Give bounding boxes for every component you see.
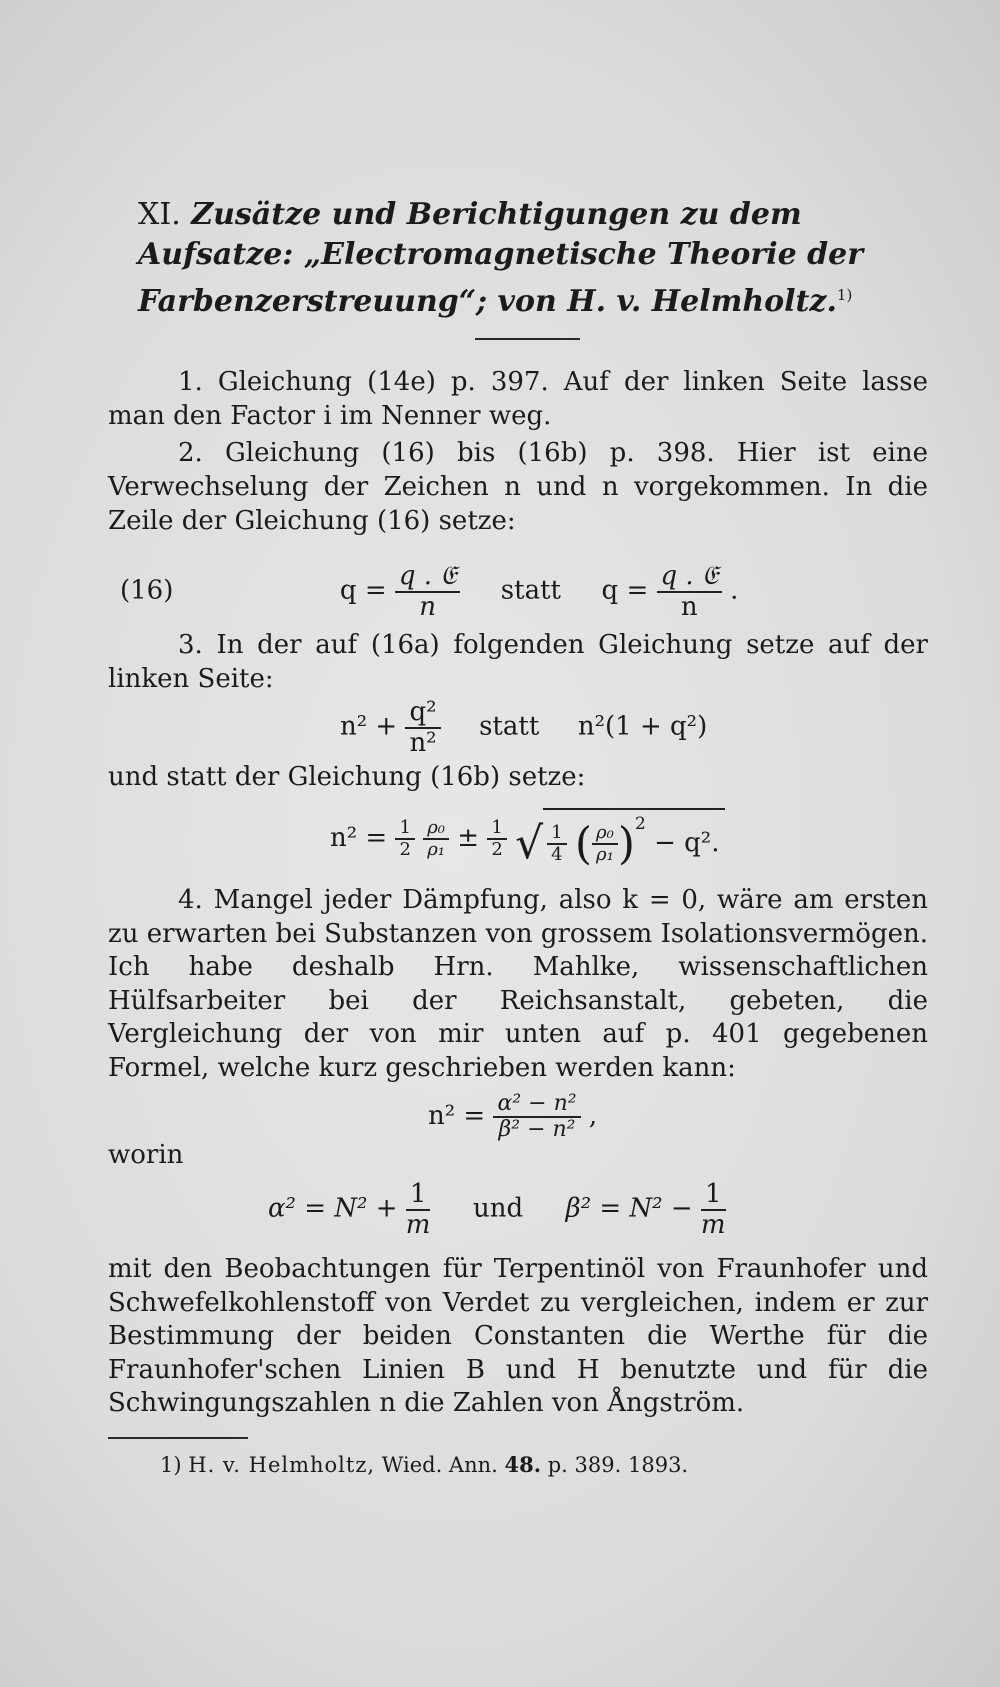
eq16b-rho-fraction [423, 818, 449, 860]
footnote [160, 1450, 688, 1480]
eq4-denominator: β² − n² [498, 1117, 576, 1143]
footnote-volume: 48. [504, 1452, 542, 1477]
eq16b-half1-num: 1 [395, 818, 414, 840]
paragraph-1: 1. Gleichung (14e) p. 397. Auf der linken Seite lasse man den Factor i im Nenner weg. [108, 367, 928, 431]
eq16b-plusminus: ± [457, 822, 480, 853]
article-title [138, 195, 928, 322]
equation-label: (16) [120, 575, 174, 606]
item-4b [108, 1253, 928, 1421]
eq16-denominator: n [419, 591, 436, 622]
equation-3 [340, 698, 707, 757]
eq16b-half1-den: 2 [399, 838, 411, 860]
equation-5 [268, 1180, 726, 1239]
paragraph-4: 4. Mangel jeder Dämpfung, also k = 0, wäre am ersten zu erwarten bei Substanzen von grossem Isolationsvermögen. Ich habe deshalb Hrn. Mahlke, wissenschaftlichen Hülfsarbeiter bei der Reichsanstalt, gebeten, die Vergleichung der von mir unten auf p. 401 gegebenen Formel, welche kurz geschrieben werden kann: [108, 885, 929, 1083]
equation-4 [428, 1092, 597, 1142]
eq16-lhs: q = [339, 575, 387, 606]
eq5-b-num: 1 [701, 1180, 726, 1211]
eq16-period: . [730, 575, 739, 606]
eq16b-radicand [543, 808, 725, 870]
eq3-fraction [405, 698, 440, 757]
item-4 [108, 884, 928, 1085]
eq16b-sqrt [515, 808, 725, 870]
right-paren-icon: ) [617, 818, 635, 870]
eq16b-half-2 [487, 818, 506, 860]
eq16-numerator: q . 𝔈 [395, 562, 460, 593]
item-3 [108, 628, 928, 696]
eq4-comma: , [588, 1101, 598, 1132]
eq4-fraction [493, 1092, 580, 1142]
eq5-b-den: m [700, 1209, 726, 1240]
eq4-numerator: α² − n² [493, 1092, 580, 1118]
eq16b-rho2-den: ρ₁ [596, 844, 614, 865]
eq16b-half2-num: 1 [487, 818, 506, 840]
title-rule [475, 338, 580, 340]
eq16b-rho2-num: ρ₀ [592, 823, 618, 845]
left-paren-icon: ( [574, 818, 592, 870]
footnote-rule [108, 1437, 248, 1439]
eq16b-quarter [547, 823, 566, 865]
eq5-a-fraction [406, 1180, 431, 1239]
eq16b-half-1 [395, 818, 414, 860]
eq3-statt: statt [479, 711, 540, 742]
eq5-alpha: α² = N² + [268, 1193, 398, 1224]
item-1 [108, 365, 928, 433]
eq16b-quarter-den: 4 [551, 844, 563, 865]
eq4-lhs: n² = [428, 1101, 486, 1132]
eq3-rhs: n²(1 + q²) [577, 711, 708, 742]
eq5-und: und [472, 1193, 524, 1224]
eq5-b-fraction [701, 1180, 726, 1239]
paragraph-4b: mit den Beobachtungen für Terpentinöl von Fraunhofer und Schwefelkohlenstoff von Verdet zu vergleichen, indem er zur Bestimmung der beiden Constanten die Werthe für die Fraunhofer'schen Linien B und H benutzte und für die Schwingungszahlen n die Zahlen von Ångström. [108, 1254, 928, 1418]
eq16-statt: statt [500, 575, 561, 606]
eq16-rhs-numerator: q . 𝔈 [657, 562, 722, 593]
title-text: Zusätze und Berichtigungen zu dem Aufsatze: „Electromagnetische Theorie der Farbenzerstreuung“; von H. v. Helmholtz. [138, 197, 864, 319]
eq16-rhs-fraction [657, 562, 722, 621]
eq5-beta: β² = N² − [565, 1193, 693, 1224]
eq16b-half2-den: 2 [491, 838, 503, 860]
paragraph-3b: und statt der Gleichung (16b) setze: [108, 762, 586, 792]
footnote-ref: 1) [160, 1453, 182, 1477]
eq16b-rho-num: ρ₀ [423, 818, 449, 840]
paragraph-3: 3. In der auf (16a) folgenden Gleichung setze auf der linken Seite: [108, 630, 928, 694]
equation-16 [120, 562, 738, 621]
section-number: XI. [138, 197, 181, 232]
footnote-journal: Wied. Ann. [381, 1453, 498, 1477]
footnote-year: 1893. [627, 1453, 689, 1477]
eq16b-square: 2 [634, 814, 646, 834]
footnote-page: p. 389. [547, 1453, 622, 1477]
radical-sign-icon: √ [515, 818, 544, 869]
eq5-a-den: m [405, 1209, 431, 1240]
eq3-denominator: n² [409, 727, 437, 758]
eq3-lhs: n² + [340, 711, 398, 742]
eq16b-rho2-fraction [592, 823, 618, 865]
eq16b-tail: − q². [654, 828, 720, 858]
worin-label: worin [108, 1140, 184, 1170]
eq3-numerator: q² [405, 698, 440, 729]
paragraph-2: 2. Gleichung (16) bis (16b) p. 398. Hier ist eine Verwechselung der Zeichen n und n vorgekommen. In die Zeile der Gleichung (16) setze: [108, 438, 928, 536]
eq16b-rho-den: ρ₁ [427, 838, 446, 860]
equation-16b [330, 808, 725, 870]
eq16-fraction [395, 562, 460, 621]
item-3b [108, 760, 928, 794]
footnote-author: H. v. Helmholtz, [188, 1453, 376, 1477]
eq5-a-num: 1 [406, 1180, 431, 1211]
eq16-rhs-denominator: n [680, 591, 698, 622]
footnote-marker: 1) [836, 286, 853, 304]
eq16-rhs-lhs: q = [601, 575, 649, 606]
eq16b-quarter-num: 1 [547, 823, 566, 845]
eq16b-lhs: n² = [330, 822, 388, 853]
item-2 [108, 436, 928, 538]
